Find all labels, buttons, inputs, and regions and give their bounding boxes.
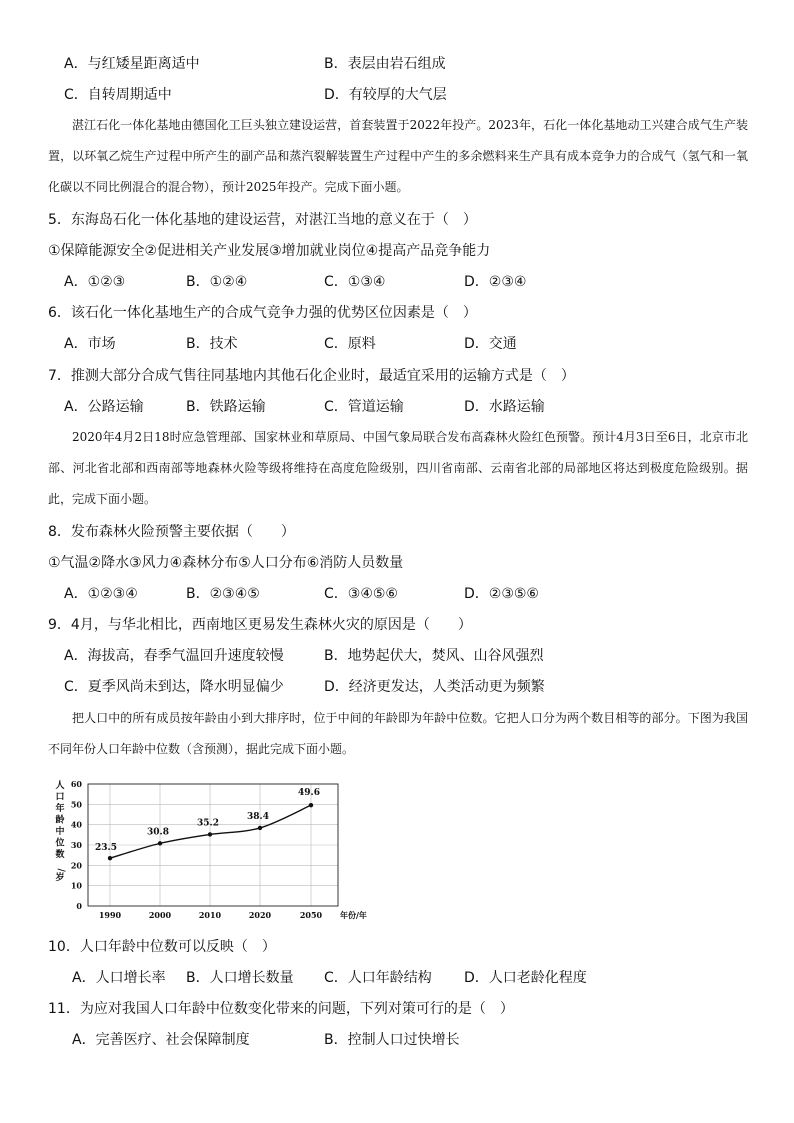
- x-tick-label: 2050: [299, 910, 323, 920]
- data-point: [158, 841, 162, 845]
- q6-option-d: D．交通: [464, 336, 517, 352]
- q4-option-a: A．与红矮星距离适中: [64, 56, 200, 72]
- q5-option-a: A．①②③: [64, 274, 126, 290]
- q9-option-a: A．海拔高，春季气温回升速度较慢: [64, 648, 284, 664]
- passage-petrochemical: [48, 110, 748, 203]
- q7-option-a: A．公路运输: [64, 399, 144, 415]
- q8-option-b: B．②③④⑤: [186, 586, 260, 602]
- q7-option-b: B．铁路运输: [186, 399, 266, 415]
- series-line: [110, 805, 311, 858]
- y-tick-label: 50: [70, 799, 82, 810]
- data-label: 49.6: [298, 788, 320, 799]
- data-point: [258, 826, 262, 830]
- q5-option-c: C．①③④: [324, 274, 386, 290]
- passage-text: 2020年4月2日18时应急管理部、国家林业和草原局、中国气象局联合发布高森林火险红色预警。预计4月3日至6日，北京市北部、河北省北部和西南部等地森林火险等级将维持在高度危险级别，四川省南部、云南省北部的局部地区将达到极度危险级别。据此，完成下面小题。: [48, 430, 748, 506]
- data-point: [309, 803, 313, 807]
- q7-option-c: C．管道运输: [324, 399, 404, 415]
- passage-forest-fire: [48, 422, 748, 515]
- q10-option-c: C．人口年龄结构: [324, 970, 432, 986]
- question-9-stem: 9．4月，与华北相比，西南地区更易发生森林火灾的原因是（ ）: [48, 617, 472, 633]
- q11-option-b: B．控制人口过快增长: [324, 1032, 460, 1048]
- question-7-stem: 7．推测大部分合成气售往同基地内其他石化企业时，最适宜采用的运输方式是（ ）: [48, 368, 575, 384]
- q9-option-c: C．夏季风尚未到达，降水明显偏少: [64, 679, 284, 695]
- y-tick-label: 40: [70, 819, 82, 830]
- data-label: 38.4: [247, 811, 269, 822]
- y-tick-label: 60: [70, 779, 82, 789]
- question-5-items: ①保障能源安全②促进相关产业发展③增加就业岗位④提高产品竞争能力: [48, 243, 491, 259]
- question-8-items: ①气温②降水③风力④森林分布⑤人口分布⑥消防人员数量: [48, 555, 404, 571]
- q10-option-b: B．人口增长数量: [186, 970, 294, 986]
- y-tick-label: 20: [70, 860, 82, 871]
- q8-option-c: C．③④⑤⑥: [324, 586, 398, 602]
- x-tick-label: 1990: [98, 910, 122, 920]
- q4-option-c: C．自转周期适中: [64, 87, 172, 103]
- q11-option-a: A．完善医疗、社会保障制度: [72, 1032, 250, 1048]
- y-tick-label: 30: [70, 840, 82, 850]
- x-tick-label: 2000: [148, 910, 172, 920]
- question-11-stem: 11．为应对我国人口年龄中位数变化带来的问题，下列对策可行的是（ ）: [48, 1001, 514, 1017]
- passage-median-age: [48, 703, 748, 765]
- median-age-line-chart: [48, 772, 378, 922]
- question-6-stem: 6．该石化一体化基地生产的合成气竞争力强的优势区位因素是（ ）: [48, 305, 477, 321]
- q5-option-b: B．①②④: [186, 274, 248, 290]
- q10-option-d: D．人口老龄化程度: [464, 970, 587, 986]
- q6-option-b: B．技术: [186, 336, 238, 352]
- q9-option-b: B．地势起伏大，焚风、山谷风强烈: [324, 648, 544, 664]
- y-axis-label: 人口年龄中位数/岁: [55, 781, 66, 883]
- y-tick-label: 10: [70, 880, 82, 891]
- data-label: 30.8: [147, 827, 169, 838]
- question-5-stem: 5．东海岛石化一体化基地的建设运营，对湛江当地的意义在于（ ）: [48, 212, 477, 228]
- y-tick-label: 0: [76, 901, 82, 911]
- data-label: 35.2: [197, 818, 219, 829]
- q5-option-d: D．②③④: [464, 274, 527, 290]
- q7-option-d: D．水路运输: [464, 399, 545, 415]
- x-tick-label: 2020: [248, 910, 272, 920]
- q8-option-d: D．②③⑤⑥: [464, 586, 539, 602]
- q8-option-a: A．①②③④: [64, 586, 138, 602]
- x-axis-label: 年份/年: [340, 910, 367, 920]
- q6-option-a: A．市场: [64, 336, 116, 352]
- q4-option-b: B．表层由岩石组成: [324, 56, 446, 72]
- passage-text: 湛江石化一体化基地由德国化工巨头独立建设运营，首套装置于2022年投产。2023年，石化一体化基地动工兴建合成气生产装置，以环氧乙烷生产过程中所产生的副产品和蒸汽裂解装置生产过程中产生的多余燃料来生产具有成本竞争力的合成气（氢气和一氧化碳以不同比例混合的混合物），预计2025年投产。完成下面小题。: [48, 118, 748, 194]
- q9-option-d: D．经济更发达，人类活动更为频繁: [324, 679, 545, 695]
- x-tick-label: 2010: [198, 910, 222, 920]
- q10-option-a: A．人口增长率: [72, 970, 166, 986]
- data-label: 23.5: [95, 843, 117, 854]
- data-point: [108, 856, 112, 860]
- data-point: [208, 832, 212, 836]
- question-10-stem: 10．人口年龄中位数可以反映（ ）: [48, 939, 276, 955]
- q4-option-d: D．有较厚的大气层: [324, 87, 447, 103]
- q6-option-c: C．原料: [324, 336, 376, 352]
- passage-text: 把人口中的所有成员按年龄由小到大排序时，位于中间的年龄即为年龄中位数。它把人口分为两个数目相等的部分。下图为我国不同年份人口年龄中位数（含预测），据此完成下面小题。: [48, 711, 748, 756]
- question-8-stem: 8．发布森林火险预警主要依据（ ）: [48, 524, 295, 540]
